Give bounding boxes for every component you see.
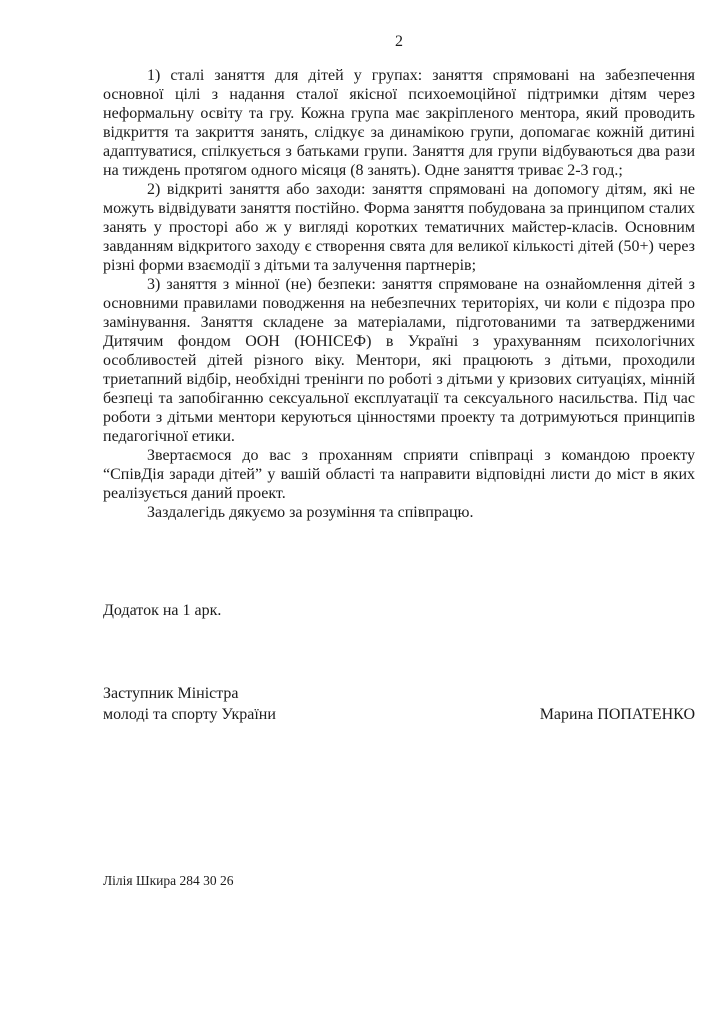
signer-position — [103, 683, 276, 725]
signer-position-line1: Заступник Міністра — [103, 685, 239, 702]
paragraph-mine-safety: 3) заняття з мінної (не) безпеки: заняття спрямоване на ознайомлення дітей з основними правилами поводження на небезпечних територіях, чи коли є підозра про замінування. Заняття складене за матеріалами, підготованими та затвердженими Дитячим фондом ООН (ЮНІСЕФ) в Україні з урахуванням психологічних особливостей дітей різного віку. Ментори, які працюють з дітьми, проходили триетапний відбір, необхідні тренінги по роботі з дітьми у кризових ситуаціях, мінній безпеці та запобіганню сексуальної експлуатації та сексуального насильства. Під час роботи з дітьми ментори керуються цінностями проекту та дотримуються принципів педагогічної етики. — [103, 276, 695, 445]
letter-body — [103, 66, 695, 522]
paragraph-cooperation-request: Звертаємося до вас з проханням сприяти співпраці з командою проекту “СпівДія заради дітей” у вашій області та направити відповідні листи до міст в яких реалізується даний проект. — [103, 447, 695, 502]
signature-block — [103, 683, 695, 725]
executor-contact: Лілія Шкира 284 30 26 — [103, 873, 234, 888]
paragraph-group-sessions: 1) сталі заняття для дітей у групах: заняття спрямовані на забезпечення основної цілі з надання сталої якісної психоемоційної підтримки дітям через неформальну освіту та гру. Кожна група має закріпленого ментора, який проводить відкриття та закриття занять, слідкує за динамікою групи, допомагає кожній дитині адаптуватися, спілкується з батьками групи. Заняття для групи відбуваються два рази на тиждень протягом одного місяця (8 занять). Одне заняття триває 2-3 год.; — [103, 67, 695, 179]
signer-position-line2: молоді та спорту України — [103, 706, 276, 723]
paragraph-thanks: Заздалегідь дякуємо за розуміння та співпрацю. — [147, 504, 474, 521]
paragraph-open-sessions: 2) відкриті заняття або заходи: заняття спрямовані на допомогу дітям, які не можуть відвідувати заняття постійно. Форма заняття побудована за принципом сталих занять у просторі або ж у вигляді коротких тематичних майстер-класів. Основним завданням відкритого заходу є створення свята для великої кількості дітей (50+) через різні форми взаємодії з дітьми та залучення партнерів; — [103, 181, 695, 274]
page-number: 2 — [395, 33, 403, 50]
attachment-note: Додаток на 1 арк. — [103, 602, 222, 619]
signer-name: Марина ПОПАТЕНКО — [539, 706, 695, 723]
